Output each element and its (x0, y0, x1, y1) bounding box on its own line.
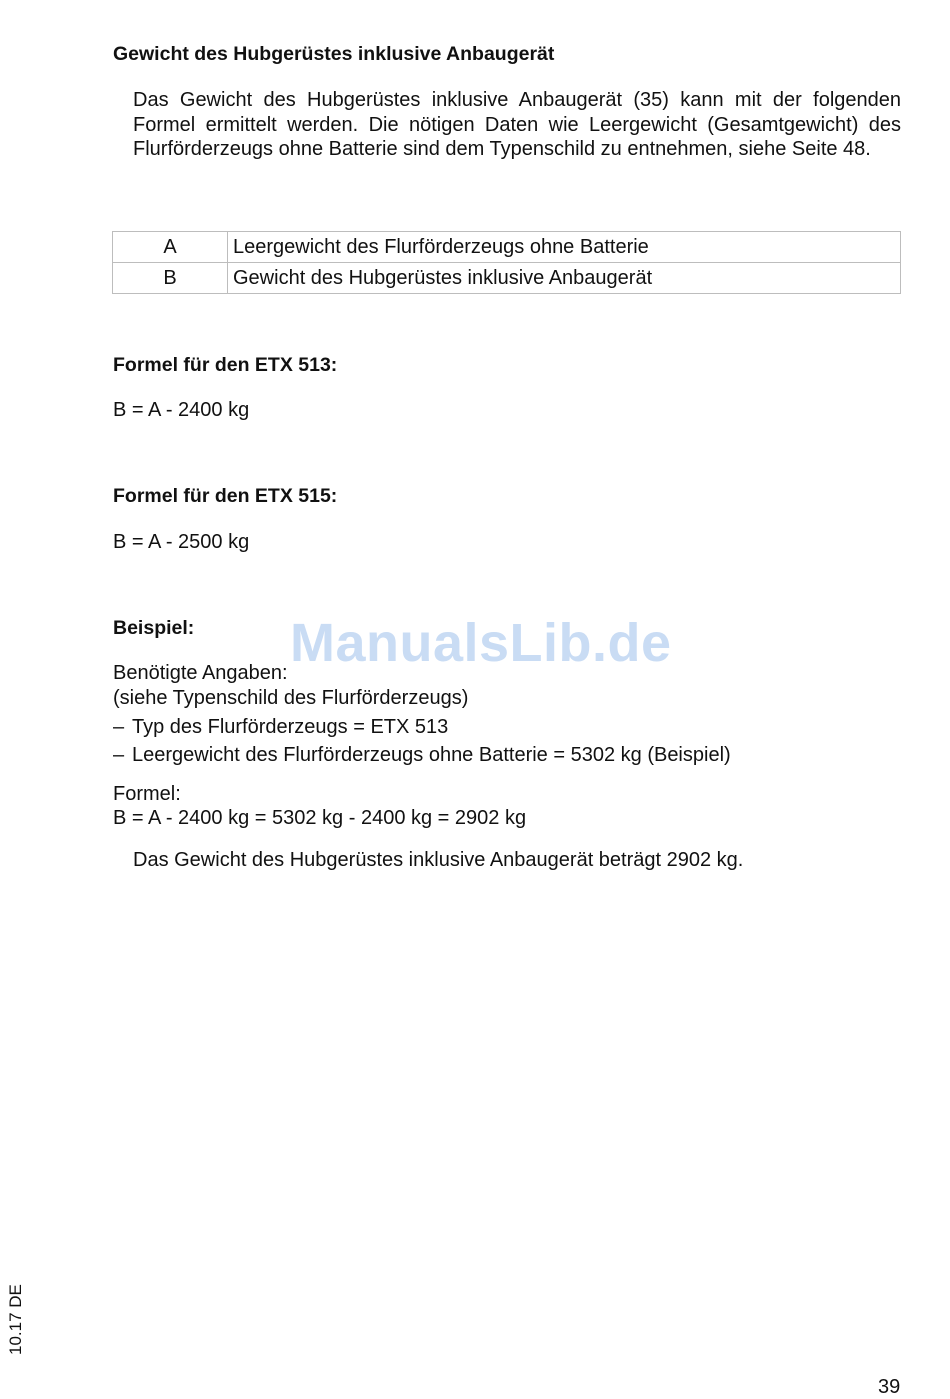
list-item-text: Typ des Flurförderzeugs = ETX 513 (132, 716, 449, 738)
legend-description: Gewicht des Hubgerüstes inklusive Anbaugerät (228, 263, 901, 294)
legend-key: A (113, 232, 228, 263)
watermark: ManualsLib.de (290, 613, 672, 673)
intro-paragraph: Das Gewicht des Hubgerüstes inklusive Anbaugerät (35) kann mit der folgenden Formel ermittelt werden. Die nötigen Daten wie Leergewicht (Gesamtgewicht) des Flurförderzeugs ohne Batterie sind dem Typenschild zu entnehmen, siehe Seite 48. (133, 89, 901, 160)
formula-513-title: Formel für den ETX 513: (113, 354, 338, 376)
example-title: Beispiel: (113, 617, 195, 639)
legend-row-a (113, 232, 901, 263)
list-item (113, 743, 731, 768)
formula-515-title: Formel für den ETX 515: (113, 485, 338, 507)
legend-description: Leergewicht des Flurförderzeugs ohne Batterie (228, 232, 901, 263)
dash-bullet: – (113, 716, 125, 738)
legend-row-b (113, 263, 901, 294)
example-source: (siehe Typenschild des Flurförderzeugs) (113, 687, 469, 709)
page-number: 39 (878, 1376, 901, 1398)
list-item (113, 715, 448, 740)
section-heading: Gewicht des Hubgerüstes inklusive Anbaugerät (113, 43, 555, 65)
formula-513: B = A - 2400 kg (113, 399, 250, 421)
legend-table (112, 231, 901, 294)
edition-date: 10.17 DE (6, 1284, 25, 1355)
example-formula: B = A - 2400 kg = 5302 kg - 2400 kg = 2902 kg (113, 807, 527, 829)
example-result: Das Gewicht des Hubgerüstes inklusive Anbaugerät beträgt 2902 kg. (133, 849, 744, 871)
list-item-text: Leergewicht des Flurförderzeugs ohne Batterie = 5302 kg (Beispiel) (132, 744, 731, 766)
legend-key: B (113, 263, 228, 294)
dash-bullet: – (113, 744, 125, 766)
formula-515: B = A - 2500 kg (113, 531, 250, 553)
example-formula-label: Formel: (113, 783, 181, 805)
example-needed: Benötigte Angaben: (113, 662, 288, 684)
